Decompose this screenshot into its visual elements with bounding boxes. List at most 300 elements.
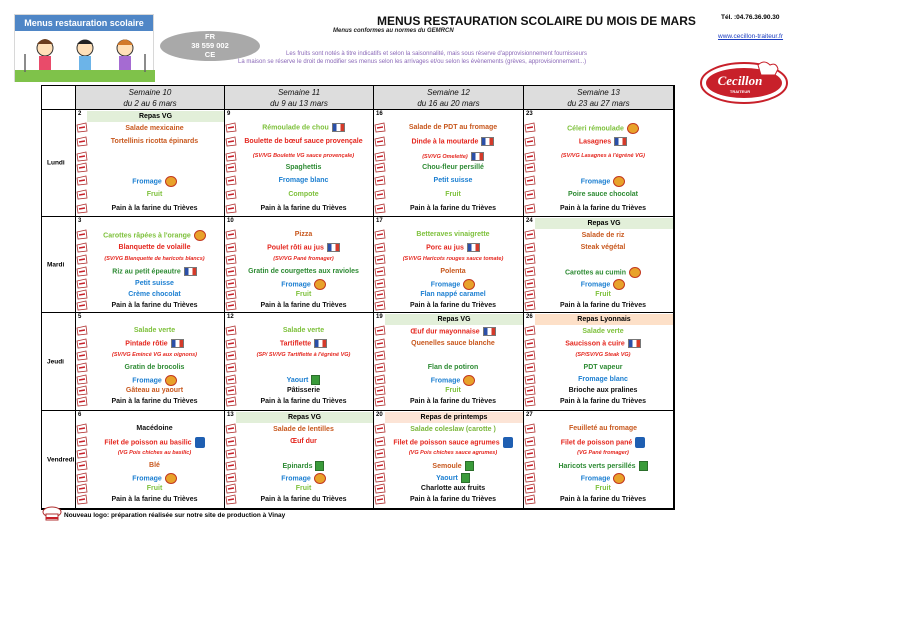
menu-item-text: Fruit — [295, 485, 312, 492]
menu-item — [385, 363, 521, 372]
menu-cell — [76, 313, 225, 411]
menu-item — [535, 424, 671, 433]
menu-cell — [374, 313, 524, 411]
menu-item-text: Flan de potiron — [427, 364, 479, 371]
week-header — [374, 86, 524, 110]
menu-item-text: Gratin de courgettes aux ravioles — [248, 268, 359, 275]
menu-item — [535, 363, 671, 372]
menu-item — [236, 290, 371, 299]
menu-item — [87, 449, 222, 458]
note-changes: La maison se réserve le droit de modifier ses menus selon les arrivages et/ou selon les évènements (grèves, approvisionnement...) — [238, 59, 587, 65]
menu-item — [535, 279, 671, 290]
menu-item — [236, 190, 371, 199]
menu-item-text: Fromage — [430, 377, 461, 385]
menu-item — [535, 243, 671, 252]
menu-item — [236, 495, 371, 504]
phone-number: Tél. :04.76.36.90.30 — [721, 14, 780, 21]
week-dates: du 2 au 6 mars — [123, 99, 177, 108]
menu-item-text: Tartiflette — [279, 340, 312, 348]
menu-item — [236, 301, 371, 310]
menu-item-text: Pintade rôtie — [125, 340, 168, 348]
menu-cell — [225, 411, 374, 509]
menu-item-text: Fromage blanc — [578, 376, 628, 383]
menu-item — [535, 386, 671, 395]
menu-item — [87, 386, 222, 395]
menu-item — [385, 152, 521, 162]
menu-item-text: PDT vapeur — [583, 364, 623, 371]
menu-item-text: Macédoine — [136, 425, 173, 432]
website-link[interactable]: www.cecillon-traiteur.fr — [718, 33, 784, 40]
menu-item — [87, 190, 222, 199]
menu-item-text: Boulette de bœuf sauce provençale — [244, 138, 363, 145]
menu-item-text: Feuilleté au fromage — [568, 425, 638, 432]
menu-item — [87, 230, 222, 241]
menu-item-text: Lasagnes — [578, 138, 612, 146]
menu-item — [385, 495, 521, 504]
menu-item — [535, 290, 671, 299]
menu-item-text: Petit suisse — [433, 177, 473, 184]
menu-item — [535, 375, 671, 384]
day-number: 23 — [526, 111, 533, 117]
organic-label-icon — [639, 461, 648, 471]
menu-item-text: Blé — [149, 462, 160, 469]
menu-item-text: Betteraves vinaigrette — [416, 231, 490, 238]
menu-item-text: (SV/VG Blanquette de haricots blancs) — [104, 256, 205, 262]
menu-item — [385, 473, 521, 483]
menu-item-text: Fromage — [132, 178, 162, 186]
menu-item-text: Pain à la farine du Trièves — [111, 302, 198, 309]
menu-item-text: Œuf dur mayonnaise — [410, 328, 480, 336]
menu-item-text: Compote — [288, 191, 319, 198]
meal-theme-banner: Repas VG — [385, 314, 523, 325]
menu-item-text: Fromage — [580, 281, 611, 289]
menu-item-text: Pain à la farine du Trièves — [560, 302, 646, 309]
menu-cell — [524, 411, 674, 509]
label-rouge-icon — [314, 473, 326, 484]
page-subtitle: Menus conformes au normes du GEMRCN — [333, 28, 454, 34]
menu-item-text: Yaourt — [436, 474, 458, 482]
label-rouge-icon — [165, 176, 177, 187]
menu-cell — [76, 110, 225, 217]
menu-item-text: Dinde à la moutarde — [411, 138, 479, 146]
menu-item-text: Pizza — [294, 231, 313, 238]
menu-item — [535, 397, 671, 406]
menu-item — [385, 255, 521, 264]
week-header — [76, 86, 225, 110]
cecillon-logo — [700, 59, 788, 104]
menu-item-text: Poulet rôti au jus — [267, 244, 324, 252]
menu-item-text: Blanquette de volaille — [118, 244, 191, 251]
brand-name: Cecillon — [717, 73, 763, 88]
organic-label-icon — [465, 461, 474, 471]
menu-item-text: Fromage blanc — [278, 177, 329, 184]
badge-line-2: 38 559 002 — [191, 41, 229, 50]
menu-item-text: Pain à la farine du Trièves — [260, 205, 347, 212]
children-illustration-icon — [15, 32, 155, 82]
home-made-icon — [225, 448, 237, 459]
menu-item-text: (SV/VG Emincé VG aux oignons) — [112, 352, 197, 358]
menu-cell — [76, 217, 225, 313]
menu-item-text: Pain à la farine du Trièves — [410, 398, 496, 405]
menu-item-text: Tortellinis ricotta épinards — [110, 138, 199, 145]
menu-item — [236, 152, 371, 161]
day-number: 10 — [227, 218, 234, 224]
menu-item — [236, 386, 371, 395]
menu-item — [87, 279, 222, 288]
menu-item — [385, 386, 521, 395]
menu-item — [87, 437, 222, 448]
menu-item — [87, 301, 222, 310]
menu-item-text: Fromage — [132, 377, 162, 385]
label-rouge-icon — [613, 176, 625, 187]
menu-item-text: (SV/VG Boulette VG sauce provençale) — [252, 153, 355, 159]
menu-item — [87, 204, 222, 213]
menu-cell — [374, 217, 524, 313]
menu-item-text: Porc au jus — [426, 244, 464, 252]
french-origin-icon — [171, 339, 184, 348]
menu-item-text: Pain à la farine du Trièves — [560, 496, 646, 503]
school-logo — [14, 14, 154, 82]
label-rouge-icon — [194, 230, 206, 241]
meal-theme-banner: Repas VG — [87, 111, 224, 122]
menu-item — [535, 152, 671, 161]
menu-item-text: Fruit — [595, 485, 611, 492]
menu-item — [87, 363, 222, 372]
week-dates: du 9 au 13 mars — [270, 99, 328, 108]
menu-item — [385, 163, 521, 172]
day-number: 3 — [78, 218, 82, 224]
menu-item — [385, 484, 521, 493]
menu-item-text: Fromage — [430, 281, 461, 289]
logo-title: Menus restauration scolaire — [15, 15, 153, 31]
menu-item-text: Salade de PDT au fromage — [408, 124, 498, 131]
week-label: Semaine 13 — [577, 88, 620, 97]
day-name: Mardi — [47, 261, 65, 268]
menu-item — [385, 137, 521, 146]
sustainable-fishing-icon — [503, 437, 513, 448]
menu-item-text: Pain à la farine du Trièves — [410, 205, 496, 212]
label-rouge-icon — [165, 375, 177, 386]
day-number: 12 — [227, 314, 234, 320]
menu-item — [87, 243, 222, 252]
menu-item — [385, 290, 521, 299]
menu-item-text: Riz au petit épeautre — [112, 268, 181, 276]
menu-item-text: Fruit — [146, 485, 163, 492]
menu-item-text: Filet de poisson au basilic — [104, 439, 192, 447]
menu-item-text: Fromage — [580, 475, 611, 483]
menu-item — [385, 267, 521, 276]
menu-item — [385, 230, 521, 239]
meal-theme-banner: Repas Lyonnais — [535, 314, 673, 325]
menu-item — [87, 424, 222, 433]
menu-item-text: Chou-fleur persillé — [422, 164, 484, 171]
menu-cell — [374, 110, 524, 217]
table-corner — [42, 86, 76, 110]
label-rouge-icon — [613, 279, 625, 290]
label-rouge-icon — [314, 279, 326, 290]
week-label: Semaine 11 — [277, 88, 321, 97]
menu-item-text: Pâtisserie — [286, 387, 321, 394]
menu-item — [236, 484, 371, 493]
home-made-icon — [524, 162, 536, 173]
menu-item — [236, 255, 371, 264]
sustainable-fishing-icon — [195, 437, 205, 448]
menu-item — [385, 204, 521, 213]
menu-item-text: Steak végétal — [580, 244, 626, 251]
menu-item — [87, 124, 222, 133]
menu-item — [236, 437, 371, 446]
menu-item — [87, 495, 222, 504]
menu-item-text: Crème chocolat — [128, 291, 181, 298]
menu-item — [535, 176, 671, 187]
menu-item-text: Carottes râpées à l'orange — [103, 232, 191, 240]
menu-item-text: Fromage — [281, 281, 311, 289]
menu-item-text: Pain à la farine du Trièves — [260, 302, 347, 309]
menu-item-text: Œuf dur — [290, 438, 317, 445]
menu-item — [87, 326, 222, 335]
home-made-icon — [524, 254, 536, 265]
menu-item — [236, 176, 371, 185]
day-number: 24 — [526, 218, 533, 224]
menu-item-text: Pain à la farine du Trièves — [111, 496, 198, 503]
home-made-icon — [225, 362, 237, 373]
french-origin-icon — [184, 267, 197, 276]
day-number: 6 — [78, 412, 82, 418]
day-number: 9 — [227, 111, 231, 117]
menu-item-text: Salade verte — [282, 327, 325, 334]
french-origin-icon — [314, 339, 327, 348]
menu-item-text: Yaourt — [286, 376, 309, 384]
menu-item-text: Saucisson à cuire — [565, 340, 625, 348]
menu-item — [236, 375, 371, 385]
sustainable-fishing-icon — [635, 437, 645, 448]
menu-item — [535, 190, 671, 199]
menu-item-text: Poire sauce chocolat — [567, 191, 639, 198]
french-origin-icon — [332, 123, 345, 132]
french-origin-icon — [467, 243, 480, 252]
day-label — [42, 110, 76, 217]
menu-item — [535, 495, 671, 504]
menu-item-text: (VG Pois chiches au basilic) — [117, 450, 192, 456]
menu-item — [535, 267, 671, 278]
menu-item-text: Salade verte — [133, 327, 176, 334]
menu-cell — [524, 217, 674, 313]
menu-item-text: Pain à la farine du Trièves — [260, 496, 347, 503]
french-origin-icon — [483, 327, 496, 336]
menu-item — [385, 190, 521, 199]
day-number: 26 — [526, 314, 533, 320]
menu-item — [236, 461, 371, 471]
label-rouge-icon — [463, 375, 475, 386]
menu-item — [236, 425, 371, 434]
menu-item — [535, 301, 671, 310]
menu-item-text: Spaghettis — [285, 164, 322, 171]
menu-item — [385, 339, 521, 348]
menu-item-text: (SP/ SV/VG Tartiflette à l'égréné VG) — [256, 352, 351, 358]
menu-item — [87, 290, 222, 299]
menu-item — [236, 279, 371, 290]
menu-item-text: Carottes au cumin — [564, 269, 627, 277]
organic-label-icon — [315, 461, 324, 471]
menu-item-text: (SP/SV/VG Steak VG) — [575, 352, 631, 358]
page-title: MENUS RESTAURATION SCOLAIRE DU MOIS DE MARS — [377, 14, 696, 28]
home-made-icon — [76, 151, 88, 162]
french-origin-icon — [628, 339, 641, 348]
menu-item — [385, 123, 521, 132]
menu-item-text: Polenta — [440, 268, 466, 275]
menu-item — [87, 375, 222, 386]
menu-item-text: Salade mexicaine — [125, 125, 184, 132]
menu-item-text: Fruit — [445, 387, 461, 394]
day-number: 17 — [376, 218, 383, 224]
day-name: Vendredi — [47, 456, 75, 463]
menu-cell — [225, 217, 374, 313]
day-name: Lundi — [47, 159, 65, 167]
menu-cell — [374, 411, 524, 509]
menu-item — [535, 123, 671, 134]
menu-item-text: Flan nappé caramel — [420, 291, 486, 298]
menu-item — [385, 375, 521, 386]
menu-item-text: Semoule — [432, 462, 462, 470]
day-number: 20 — [376, 412, 383, 418]
week-header — [524, 86, 674, 110]
home-made-icon — [374, 350, 386, 361]
organic-label-icon — [311, 375, 320, 385]
chef-hat-icon — [41, 506, 63, 522]
menu-item-text: Salade de riz — [581, 232, 625, 239]
menu-item-text: Quenelles sauce blanche — [411, 340, 495, 347]
menu-item-text: Gratin de brocolis — [124, 364, 185, 371]
day-label — [42, 411, 76, 509]
week-header — [225, 86, 374, 110]
menu-table — [41, 85, 675, 510]
menu-item-text: (SV/VG Pané fromager) — [273, 256, 334, 262]
menu-item — [87, 339, 222, 348]
menu-item — [385, 176, 521, 185]
menu-item — [236, 243, 371, 252]
menu-item-text: Fruit — [295, 291, 312, 298]
menu-item — [236, 123, 371, 132]
menu-item-text: Salade coleslaw (carotte ) — [410, 426, 496, 433]
menu-item — [535, 339, 671, 348]
menu-item — [87, 473, 222, 484]
menu-item — [535, 461, 671, 471]
menu-cell — [225, 313, 374, 411]
footer-note: Nouveau logo: préparation réalisée sur notre site de production à Vinay — [64, 512, 286, 519]
label-rouge-icon — [165, 473, 177, 484]
menu-item — [236, 230, 371, 239]
menu-item — [87, 484, 222, 493]
menu-item — [87, 176, 222, 187]
menu-item-text: Gâteau au yaourt — [125, 387, 184, 394]
menu-item-text: (SV/VG Haricots rouges sauce tomate) — [402, 256, 504, 262]
menu-item — [385, 461, 521, 471]
menu-item — [385, 301, 521, 310]
menu-item — [87, 267, 222, 276]
menu-item-text: Rémoulade de chou — [262, 124, 329, 132]
menu-item-text: Fromage — [580, 178, 611, 186]
menu-item — [385, 327, 521, 336]
home-made-icon — [76, 162, 88, 173]
menu-item-text: Pain à la farine du Trièves — [111, 205, 198, 212]
menu-item — [535, 449, 671, 458]
menu-cell — [524, 110, 674, 217]
menu-item — [385, 437, 521, 448]
menu-item-text: (VG Pois chiches sauce agrumes) — [408, 450, 498, 456]
menu-item — [236, 137, 371, 146]
day-label — [42, 217, 76, 313]
day-number: 13 — [227, 412, 234, 418]
meal-theme-banner: Repas de printemps — [385, 412, 523, 423]
menu-item — [87, 137, 222, 146]
menu-item-text: Filet de poisson pané — [560, 439, 633, 447]
menu-item — [87, 351, 222, 360]
menu-item-text: Salade verte — [582, 328, 624, 335]
week-label: Semaine 12 — [427, 88, 470, 97]
menu-item-text: Haricots verts persillés — [558, 462, 636, 470]
menu-item — [236, 163, 371, 172]
week-dates: du 16 au 20 mars — [417, 99, 480, 108]
menu-item — [87, 255, 222, 264]
organic-label-icon — [461, 473, 470, 483]
menu-item-text: Fruit — [595, 291, 611, 298]
day-name: Jeudi — [47, 358, 64, 365]
menu-item — [535, 204, 671, 213]
menu-item — [236, 267, 371, 276]
label-rouge-icon — [629, 267, 641, 278]
menu-item — [236, 397, 371, 406]
label-rouge-icon — [613, 473, 625, 484]
menu-item — [535, 327, 671, 336]
menu-item — [385, 397, 521, 406]
badge-line-1: FR — [205, 32, 215, 41]
menu-item — [385, 243, 521, 252]
menu-item-text: Pain à la farine du Trièves — [560, 205, 646, 212]
menu-item-text: Céleri rémoulade — [567, 125, 624, 133]
menu-item — [385, 449, 521, 458]
day-number: 2 — [78, 111, 82, 117]
sanitary-approval-badge — [160, 31, 260, 61]
menu-item-text: Pain à la farine du Trièves — [260, 398, 347, 405]
menu-item — [535, 484, 671, 493]
menu-item-text: Pain à la farine du Trièves — [111, 398, 198, 405]
label-rouge-icon — [463, 279, 475, 290]
menu-item — [385, 425, 521, 434]
day-number: 19 — [376, 314, 383, 320]
menu-item — [236, 204, 371, 213]
menu-item-text: Fruit — [445, 191, 461, 198]
menu-item-text: (SV/VG Omelette) — [422, 153, 468, 160]
menu-item — [236, 339, 371, 348]
menu-item-text: Pain à la farine du Trièves — [410, 496, 496, 503]
menu-item-text: Brioche aux pralines — [568, 387, 638, 394]
menu-item — [535, 437, 671, 448]
menu-item — [535, 231, 671, 240]
french-origin-icon — [327, 243, 340, 252]
menu-cell — [225, 110, 374, 217]
menu-item — [385, 279, 521, 290]
menu-cell — [76, 411, 225, 509]
menu-item — [535, 137, 671, 146]
note-fruits: Les fruits sont notés à titre indicatifs et selon la saisonnalité, mais sous réserve d'approvisionnement fournisseurs — [286, 51, 587, 57]
menu-item — [535, 473, 671, 484]
menu-cell — [524, 313, 674, 411]
badge-line-3: CE — [204, 50, 216, 59]
french-origin-icon — [614, 137, 627, 146]
day-label — [42, 313, 76, 411]
menu-item-text: Epinards — [282, 462, 313, 470]
week-dates: du 23 au 27 mars — [567, 99, 630, 108]
